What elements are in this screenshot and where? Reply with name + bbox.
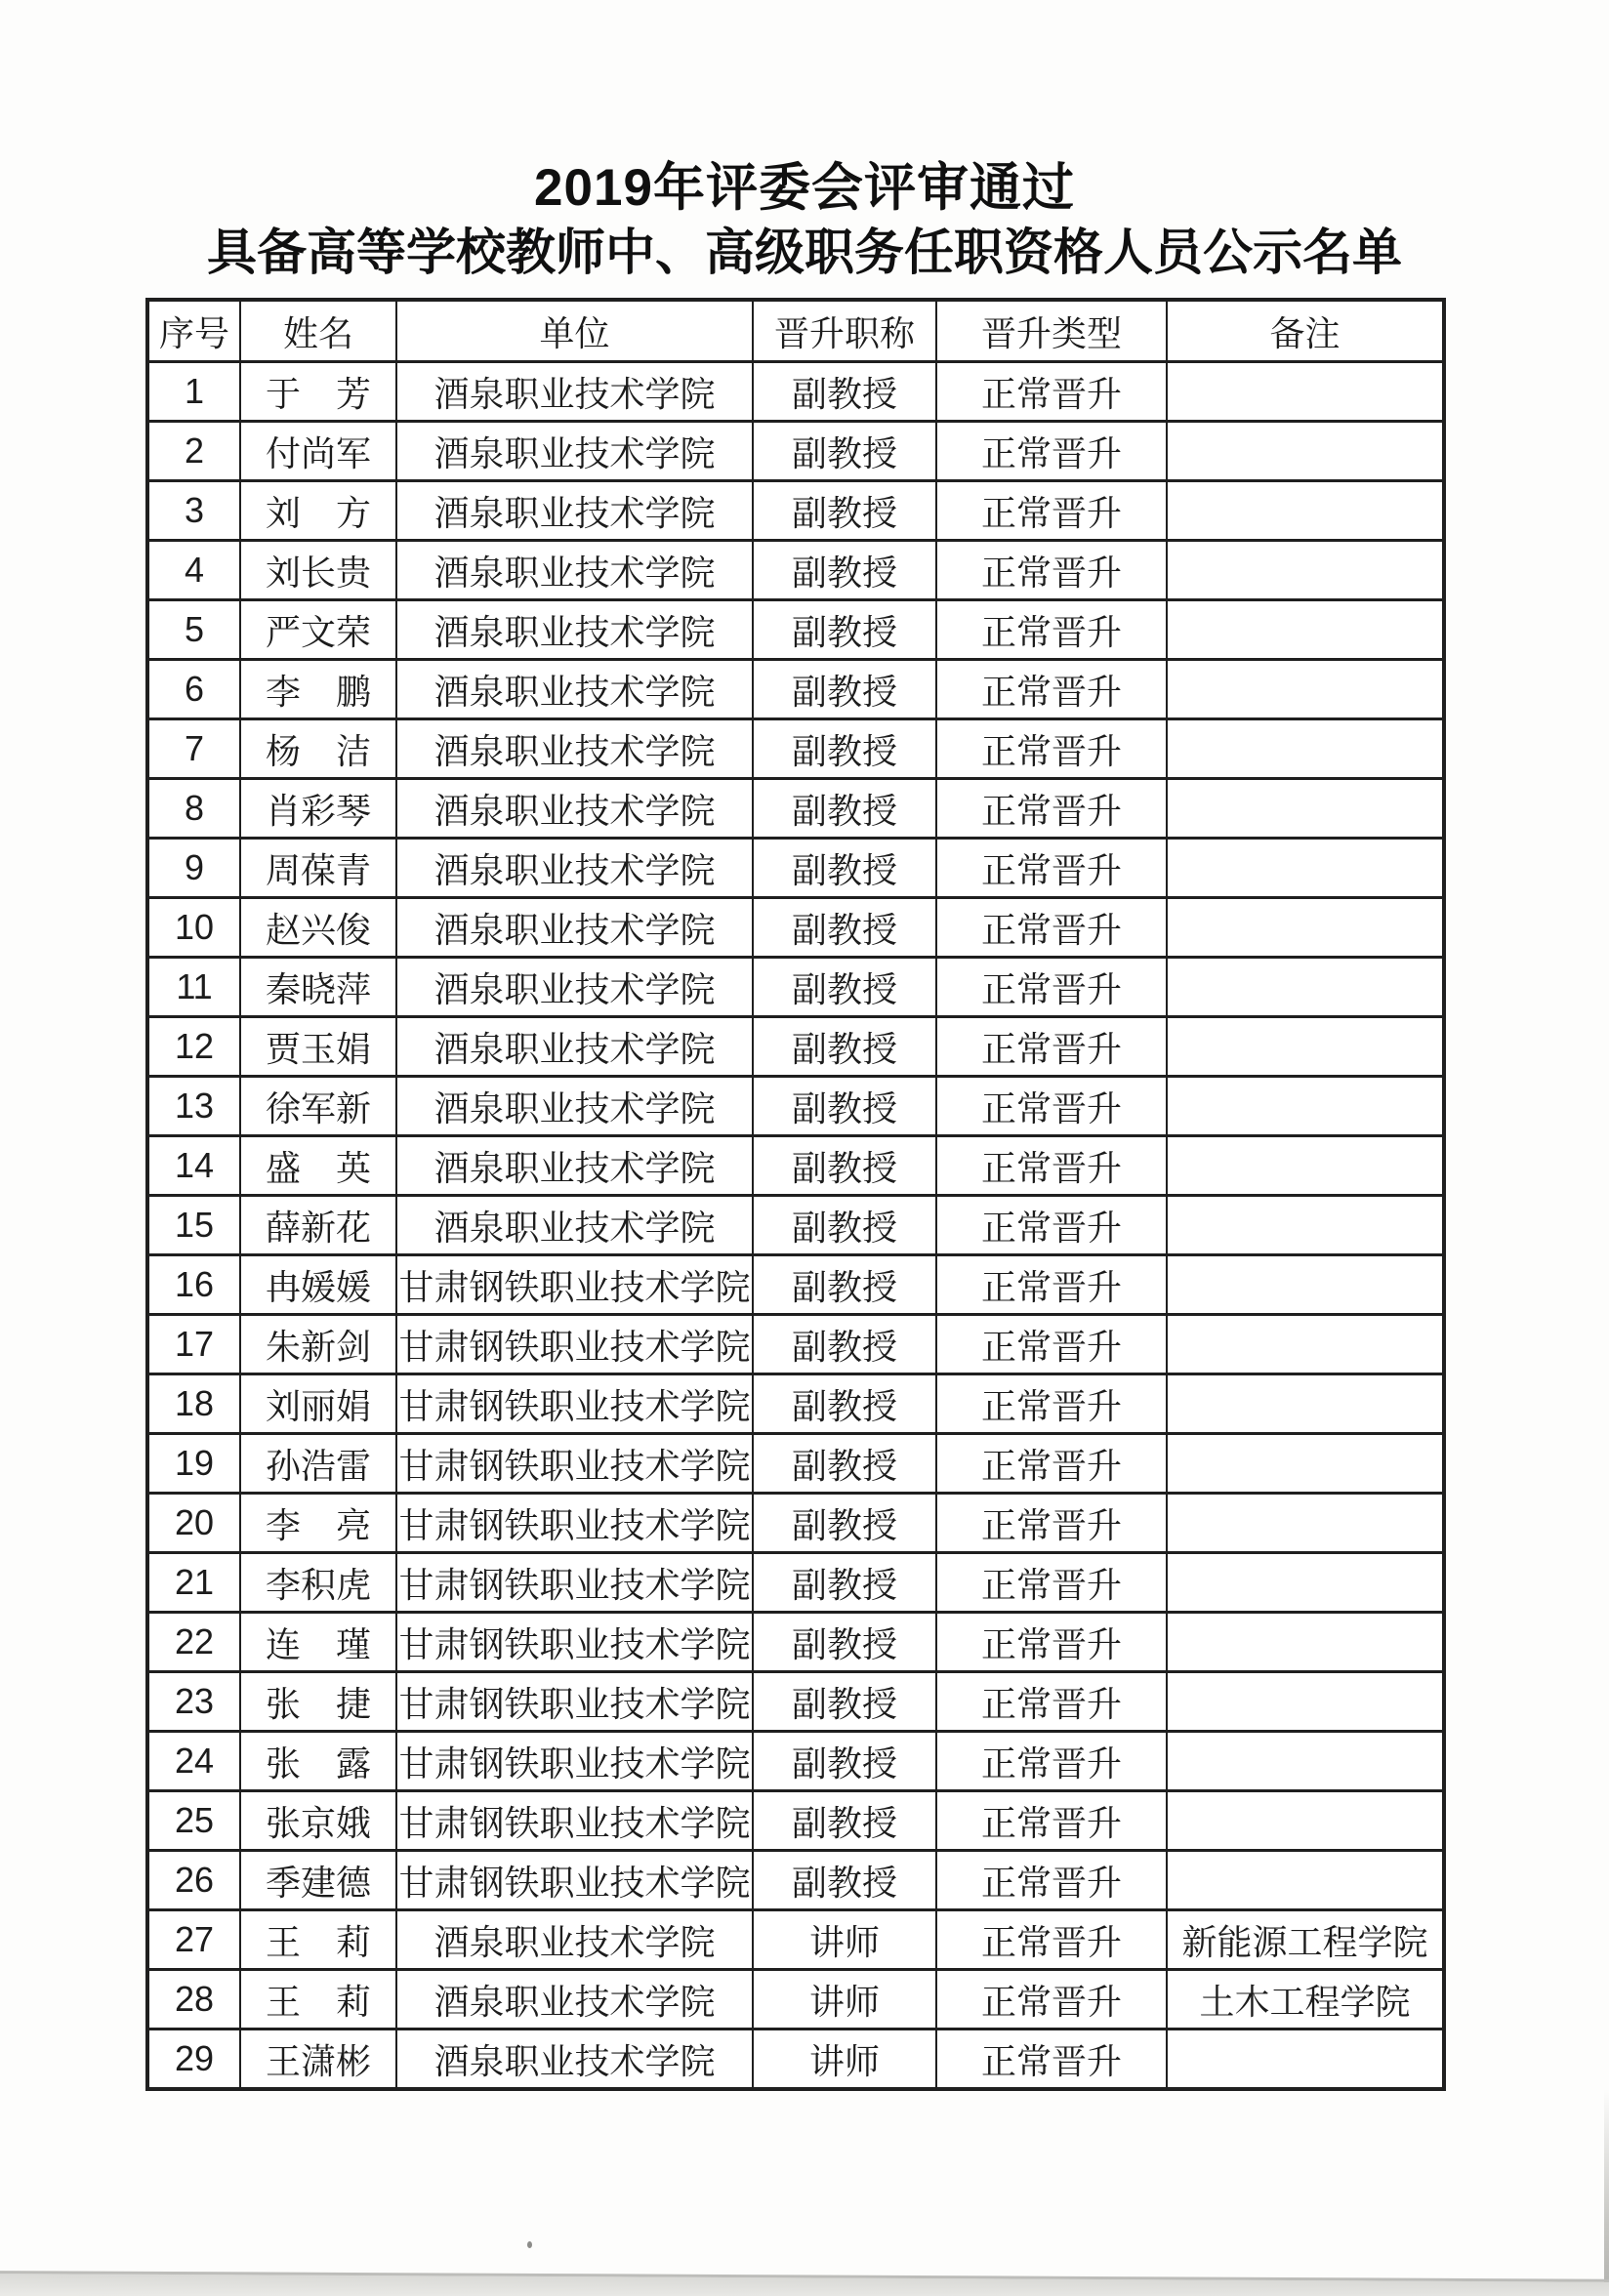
cell-serial-number: 15 <box>147 1196 240 1255</box>
cell-person-name: 杨 洁 <box>240 719 396 779</box>
cell-person-name: 季建德 <box>240 1851 396 1910</box>
cell-promoted-title: 副教授 <box>753 1374 936 1434</box>
cell-promotion-type: 正常晋升 <box>936 362 1167 422</box>
table-row <box>147 481 1444 541</box>
cell-serial-number: 27 <box>147 1910 240 1970</box>
cell-promoted-title: 副教授 <box>753 1315 936 1374</box>
cell-promoted-title: 副教授 <box>753 600 936 660</box>
cell-work-unit: 酒泉职业技术学院 <box>396 422 753 481</box>
cell-promotion-type: 正常晋升 <box>936 1315 1167 1374</box>
cell-remark <box>1167 1434 1444 1494</box>
column-header-no: 序号 <box>147 300 240 362</box>
cell-remark <box>1167 362 1444 422</box>
cell-promotion-type: 正常晋升 <box>936 1434 1167 1494</box>
cell-work-unit: 酒泉职业技术学院 <box>396 660 753 719</box>
table-row <box>147 1910 1444 1970</box>
cell-serial-number: 2 <box>147 422 240 481</box>
cell-remark <box>1167 1374 1444 1434</box>
cell-person-name: 于 芳 <box>240 362 396 422</box>
cell-serial-number: 25 <box>147 1791 240 1851</box>
cell-promoted-title: 副教授 <box>753 1791 936 1851</box>
table-row <box>147 1791 1444 1851</box>
cell-promotion-type: 正常晋升 <box>936 1136 1167 1196</box>
table-row <box>147 1374 1444 1434</box>
cell-serial-number: 9 <box>147 839 240 898</box>
cell-promoted-title: 副教授 <box>753 1017 936 1077</box>
cell-serial-number: 8 <box>147 779 240 839</box>
cell-work-unit: 甘肃钢铁职业技术学院 <box>396 1374 753 1434</box>
cell-remark <box>1167 1315 1444 1374</box>
cell-person-name: 薛新花 <box>240 1196 396 1255</box>
cell-promotion-type: 正常晋升 <box>936 1732 1167 1791</box>
table-row <box>147 1970 1444 2030</box>
cell-promotion-type: 正常晋升 <box>936 600 1167 660</box>
cell-promoted-title: 副教授 <box>753 1672 936 1732</box>
cell-person-name: 王 莉 <box>240 1910 396 1970</box>
cell-remark <box>1167 541 1444 600</box>
cell-remark <box>1167 600 1444 660</box>
cell-person-name: 赵兴俊 <box>240 898 396 958</box>
cell-work-unit: 酒泉职业技术学院 <box>396 1017 753 1077</box>
cell-remark <box>1167 1017 1444 1077</box>
cell-person-name: 刘 方 <box>240 481 396 541</box>
cell-promotion-type: 正常晋升 <box>936 1791 1167 1851</box>
cell-promotion-type: 正常晋升 <box>936 1553 1167 1613</box>
cell-remark <box>1167 1613 1444 1672</box>
cell-promoted-title: 副教授 <box>753 422 936 481</box>
cell-work-unit: 酒泉职业技术学院 <box>396 2030 753 2090</box>
cell-remark: 土木工程学院 <box>1167 1970 1444 2030</box>
cell-promoted-title: 副教授 <box>753 898 936 958</box>
cell-remark <box>1167 1732 1444 1791</box>
cell-promotion-type: 正常晋升 <box>936 1970 1167 2030</box>
cell-work-unit: 甘肃钢铁职业技术学院 <box>396 1553 753 1613</box>
cell-promoted-title: 副教授 <box>753 1196 936 1255</box>
cell-promotion-type: 正常晋升 <box>936 1494 1167 1553</box>
cell-person-name: 连 瑾 <box>240 1613 396 1672</box>
table-row <box>147 1434 1444 1494</box>
cell-person-name: 李 亮 <box>240 1494 396 1553</box>
header-row <box>147 300 1444 362</box>
cell-person-name: 王 莉 <box>240 1970 396 2030</box>
cell-promoted-title: 副教授 <box>753 1434 936 1494</box>
cell-work-unit: 酒泉职业技术学院 <box>396 362 753 422</box>
table-row <box>147 1553 1444 1613</box>
cell-work-unit: 甘肃钢铁职业技术学院 <box>396 1255 753 1315</box>
cell-promotion-type: 正常晋升 <box>936 1077 1167 1136</box>
cell-serial-number: 11 <box>147 958 240 1017</box>
cell-work-unit: 甘肃钢铁职业技术学院 <box>396 1851 753 1910</box>
cell-person-name: 张 露 <box>240 1732 396 1791</box>
cell-promotion-type: 正常晋升 <box>936 1196 1167 1255</box>
cell-promotion-type: 正常晋升 <box>936 1255 1167 1315</box>
promotion-roster-table <box>145 298 1446 2091</box>
cell-person-name: 付尚军 <box>240 422 396 481</box>
cell-work-unit: 甘肃钢铁职业技术学院 <box>396 1494 753 1553</box>
cell-promotion-type: 正常晋升 <box>936 1017 1167 1077</box>
table-row <box>147 779 1444 839</box>
cell-serial-number: 21 <box>147 1553 240 1613</box>
cell-serial-number: 20 <box>147 1494 240 1553</box>
cell-remark <box>1167 1136 1444 1196</box>
cell-promotion-type: 正常晋升 <box>936 422 1167 481</box>
cell-remark <box>1167 898 1444 958</box>
cell-promoted-title: 副教授 <box>753 362 936 422</box>
cell-work-unit: 酒泉职业技术学院 <box>396 541 753 600</box>
cell-promotion-type: 正常晋升 <box>936 660 1167 719</box>
table-row <box>147 2030 1444 2090</box>
cell-promoted-title: 副教授 <box>753 1255 936 1315</box>
cell-serial-number: 1 <box>147 362 240 422</box>
cell-work-unit: 甘肃钢铁职业技术学院 <box>396 1315 753 1374</box>
cell-serial-number: 14 <box>147 1136 240 1196</box>
cell-serial-number: 17 <box>147 1315 240 1374</box>
cell-serial-number: 12 <box>147 1017 240 1077</box>
cell-person-name: 冉媛媛 <box>240 1255 396 1315</box>
cell-promoted-title: 讲师 <box>753 1910 936 1970</box>
cell-remark <box>1167 2030 1444 2090</box>
column-header-unit: 单位 <box>396 300 753 362</box>
cell-promotion-type: 正常晋升 <box>936 898 1167 958</box>
cell-person-name: 王潇彬 <box>240 2030 396 2090</box>
cell-promotion-type: 正常晋升 <box>936 1910 1167 1970</box>
cell-serial-number: 28 <box>147 1970 240 2030</box>
cell-promoted-title: 副教授 <box>753 1613 936 1672</box>
table-row <box>147 362 1444 422</box>
cell-work-unit: 酒泉职业技术学院 <box>396 481 753 541</box>
cell-person-name: 刘长贵 <box>240 541 396 600</box>
cell-promotion-type: 正常晋升 <box>936 481 1167 541</box>
cell-work-unit: 甘肃钢铁职业技术学院 <box>396 1434 753 1494</box>
table-row <box>147 1732 1444 1791</box>
table-row <box>147 958 1444 1017</box>
table-row <box>147 1077 1444 1136</box>
cell-remark <box>1167 1494 1444 1553</box>
cell-promotion-type: 正常晋升 <box>936 1851 1167 1910</box>
cell-promoted-title: 副教授 <box>753 1553 936 1613</box>
cell-remark <box>1167 1672 1444 1732</box>
cell-person-name: 张京娥 <box>240 1791 396 1851</box>
cell-person-name: 张 捷 <box>240 1672 396 1732</box>
cell-work-unit: 酒泉职业技术学院 <box>396 600 753 660</box>
cell-promotion-type: 正常晋升 <box>936 2030 1167 2090</box>
cell-promoted-title: 副教授 <box>753 839 936 898</box>
table-row <box>147 1196 1444 1255</box>
document-title <box>0 156 1609 285</box>
table-row <box>147 839 1444 898</box>
cell-remark <box>1167 481 1444 541</box>
cell-serial-number: 18 <box>147 1374 240 1434</box>
cell-person-name: 严文荣 <box>240 600 396 660</box>
column-header-remark: 备注 <box>1167 300 1444 362</box>
cell-promotion-type: 正常晋升 <box>936 1374 1167 1434</box>
column-header-name: 姓名 <box>240 300 396 362</box>
cell-promotion-type: 正常晋升 <box>936 839 1167 898</box>
cell-remark <box>1167 1791 1444 1851</box>
cell-serial-number: 26 <box>147 1851 240 1910</box>
title-line-1: 2019年评委会评审通过 <box>534 159 1075 217</box>
cell-work-unit: 甘肃钢铁职业技术学院 <box>396 1791 753 1851</box>
scan-right-edge-shadow <box>1604 2089 1609 2284</box>
cell-person-name: 刘丽娟 <box>240 1374 396 1434</box>
cell-serial-number: 6 <box>147 660 240 719</box>
cell-serial-number: 19 <box>147 1434 240 1494</box>
table-row <box>147 1255 1444 1315</box>
cell-remark <box>1167 1851 1444 1910</box>
cell-work-unit: 酒泉职业技术学院 <box>396 958 753 1017</box>
cell-promotion-type: 正常晋升 <box>936 1672 1167 1732</box>
table-row <box>147 1672 1444 1732</box>
cell-remark: 新能源工程学院 <box>1167 1910 1444 1970</box>
cell-person-name: 秦晓萍 <box>240 958 396 1017</box>
cell-serial-number: 23 <box>147 1672 240 1732</box>
cell-person-name: 贾玉娟 <box>240 1017 396 1077</box>
table-row <box>147 1315 1444 1374</box>
cell-person-name: 朱新剑 <box>240 1315 396 1374</box>
cell-remark <box>1167 1255 1444 1315</box>
cell-promotion-type: 正常晋升 <box>936 541 1167 600</box>
cell-remark <box>1167 1553 1444 1613</box>
cell-work-unit: 酒泉职业技术学院 <box>396 1970 753 2030</box>
table-row <box>147 1494 1444 1553</box>
cell-person-name: 盛 英 <box>240 1136 396 1196</box>
cell-serial-number: 10 <box>147 898 240 958</box>
cell-remark <box>1167 660 1444 719</box>
cell-promotion-type: 正常晋升 <box>936 719 1167 779</box>
cell-promoted-title: 副教授 <box>753 719 936 779</box>
cell-promoted-title: 讲师 <box>753 2030 936 2090</box>
cell-work-unit: 甘肃钢铁职业技术学院 <box>396 1672 753 1732</box>
cell-person-name: 孙浩雷 <box>240 1434 396 1494</box>
cell-promoted-title: 副教授 <box>753 1136 936 1196</box>
cell-promoted-title: 副教授 <box>753 1077 936 1136</box>
cell-work-unit: 甘肃钢铁职业技术学院 <box>396 1732 753 1791</box>
table-row <box>147 719 1444 779</box>
scan-speck <box>527 2241 532 2248</box>
cell-person-name: 李积虎 <box>240 1553 396 1613</box>
cell-remark <box>1167 422 1444 481</box>
scan-bottom-edge <box>0 2271 1609 2296</box>
cell-serial-number: 29 <box>147 2030 240 2090</box>
cell-serial-number: 24 <box>147 1732 240 1791</box>
cell-promotion-type: 正常晋升 <box>936 779 1167 839</box>
cell-person-name: 肖彩琴 <box>240 779 396 839</box>
cell-promoted-title: 讲师 <box>753 1970 936 2030</box>
cell-serial-number: 3 <box>147 481 240 541</box>
cell-serial-number: 5 <box>147 600 240 660</box>
table-row <box>147 422 1444 481</box>
cell-serial-number: 16 <box>147 1255 240 1315</box>
cell-promotion-type: 正常晋升 <box>936 958 1167 1017</box>
table-row <box>147 660 1444 719</box>
table-row <box>147 600 1444 660</box>
cell-work-unit: 酒泉职业技术学院 <box>396 779 753 839</box>
cell-remark <box>1167 1077 1444 1136</box>
table-row <box>147 541 1444 600</box>
cell-promoted-title: 副教授 <box>753 541 936 600</box>
column-header-type: 晋升类型 <box>936 300 1167 362</box>
cell-work-unit: 酒泉职业技术学院 <box>396 719 753 779</box>
table-row <box>147 1613 1444 1672</box>
cell-promoted-title: 副教授 <box>753 660 936 719</box>
cell-person-name: 徐军新 <box>240 1077 396 1136</box>
cell-remark <box>1167 839 1444 898</box>
cell-work-unit: 酒泉职业技术学院 <box>396 1077 753 1136</box>
cell-serial-number: 13 <box>147 1077 240 1136</box>
title-line-2: 具备高等学校教师中、高级职务任职资格人员公示名单 <box>206 225 1402 280</box>
cell-person-name: 李 鹏 <box>240 660 396 719</box>
table-row <box>147 1017 1444 1077</box>
cell-promoted-title: 副教授 <box>753 481 936 541</box>
cell-serial-number: 7 <box>147 719 240 779</box>
cell-remark <box>1167 1196 1444 1255</box>
cell-promoted-title: 副教授 <box>753 779 936 839</box>
cell-promotion-type: 正常晋升 <box>936 1613 1167 1672</box>
cell-work-unit: 酒泉职业技术学院 <box>396 898 753 958</box>
cell-person-name: 周葆青 <box>240 839 396 898</box>
cell-work-unit: 酒泉职业技术学院 <box>396 1136 753 1196</box>
cell-promoted-title: 副教授 <box>753 1732 936 1791</box>
table-row <box>147 898 1444 958</box>
table-row <box>147 1136 1444 1196</box>
cell-remark <box>1167 958 1444 1017</box>
cell-remark <box>1167 719 1444 779</box>
cell-work-unit: 酒泉职业技术学院 <box>396 1910 753 1970</box>
cell-work-unit: 酒泉职业技术学院 <box>396 839 753 898</box>
cell-promoted-title: 副教授 <box>753 1494 936 1553</box>
cell-serial-number: 22 <box>147 1613 240 1672</box>
cell-serial-number: 4 <box>147 541 240 600</box>
cell-work-unit: 酒泉职业技术学院 <box>396 1196 753 1255</box>
cell-remark <box>1167 779 1444 839</box>
column-header-rank: 晋升职称 <box>753 300 936 362</box>
cell-work-unit: 甘肃钢铁职业技术学院 <box>396 1613 753 1672</box>
cell-promoted-title: 副教授 <box>753 1851 936 1910</box>
cell-promoted-title: 副教授 <box>753 958 936 1017</box>
table-row <box>147 1851 1444 1910</box>
